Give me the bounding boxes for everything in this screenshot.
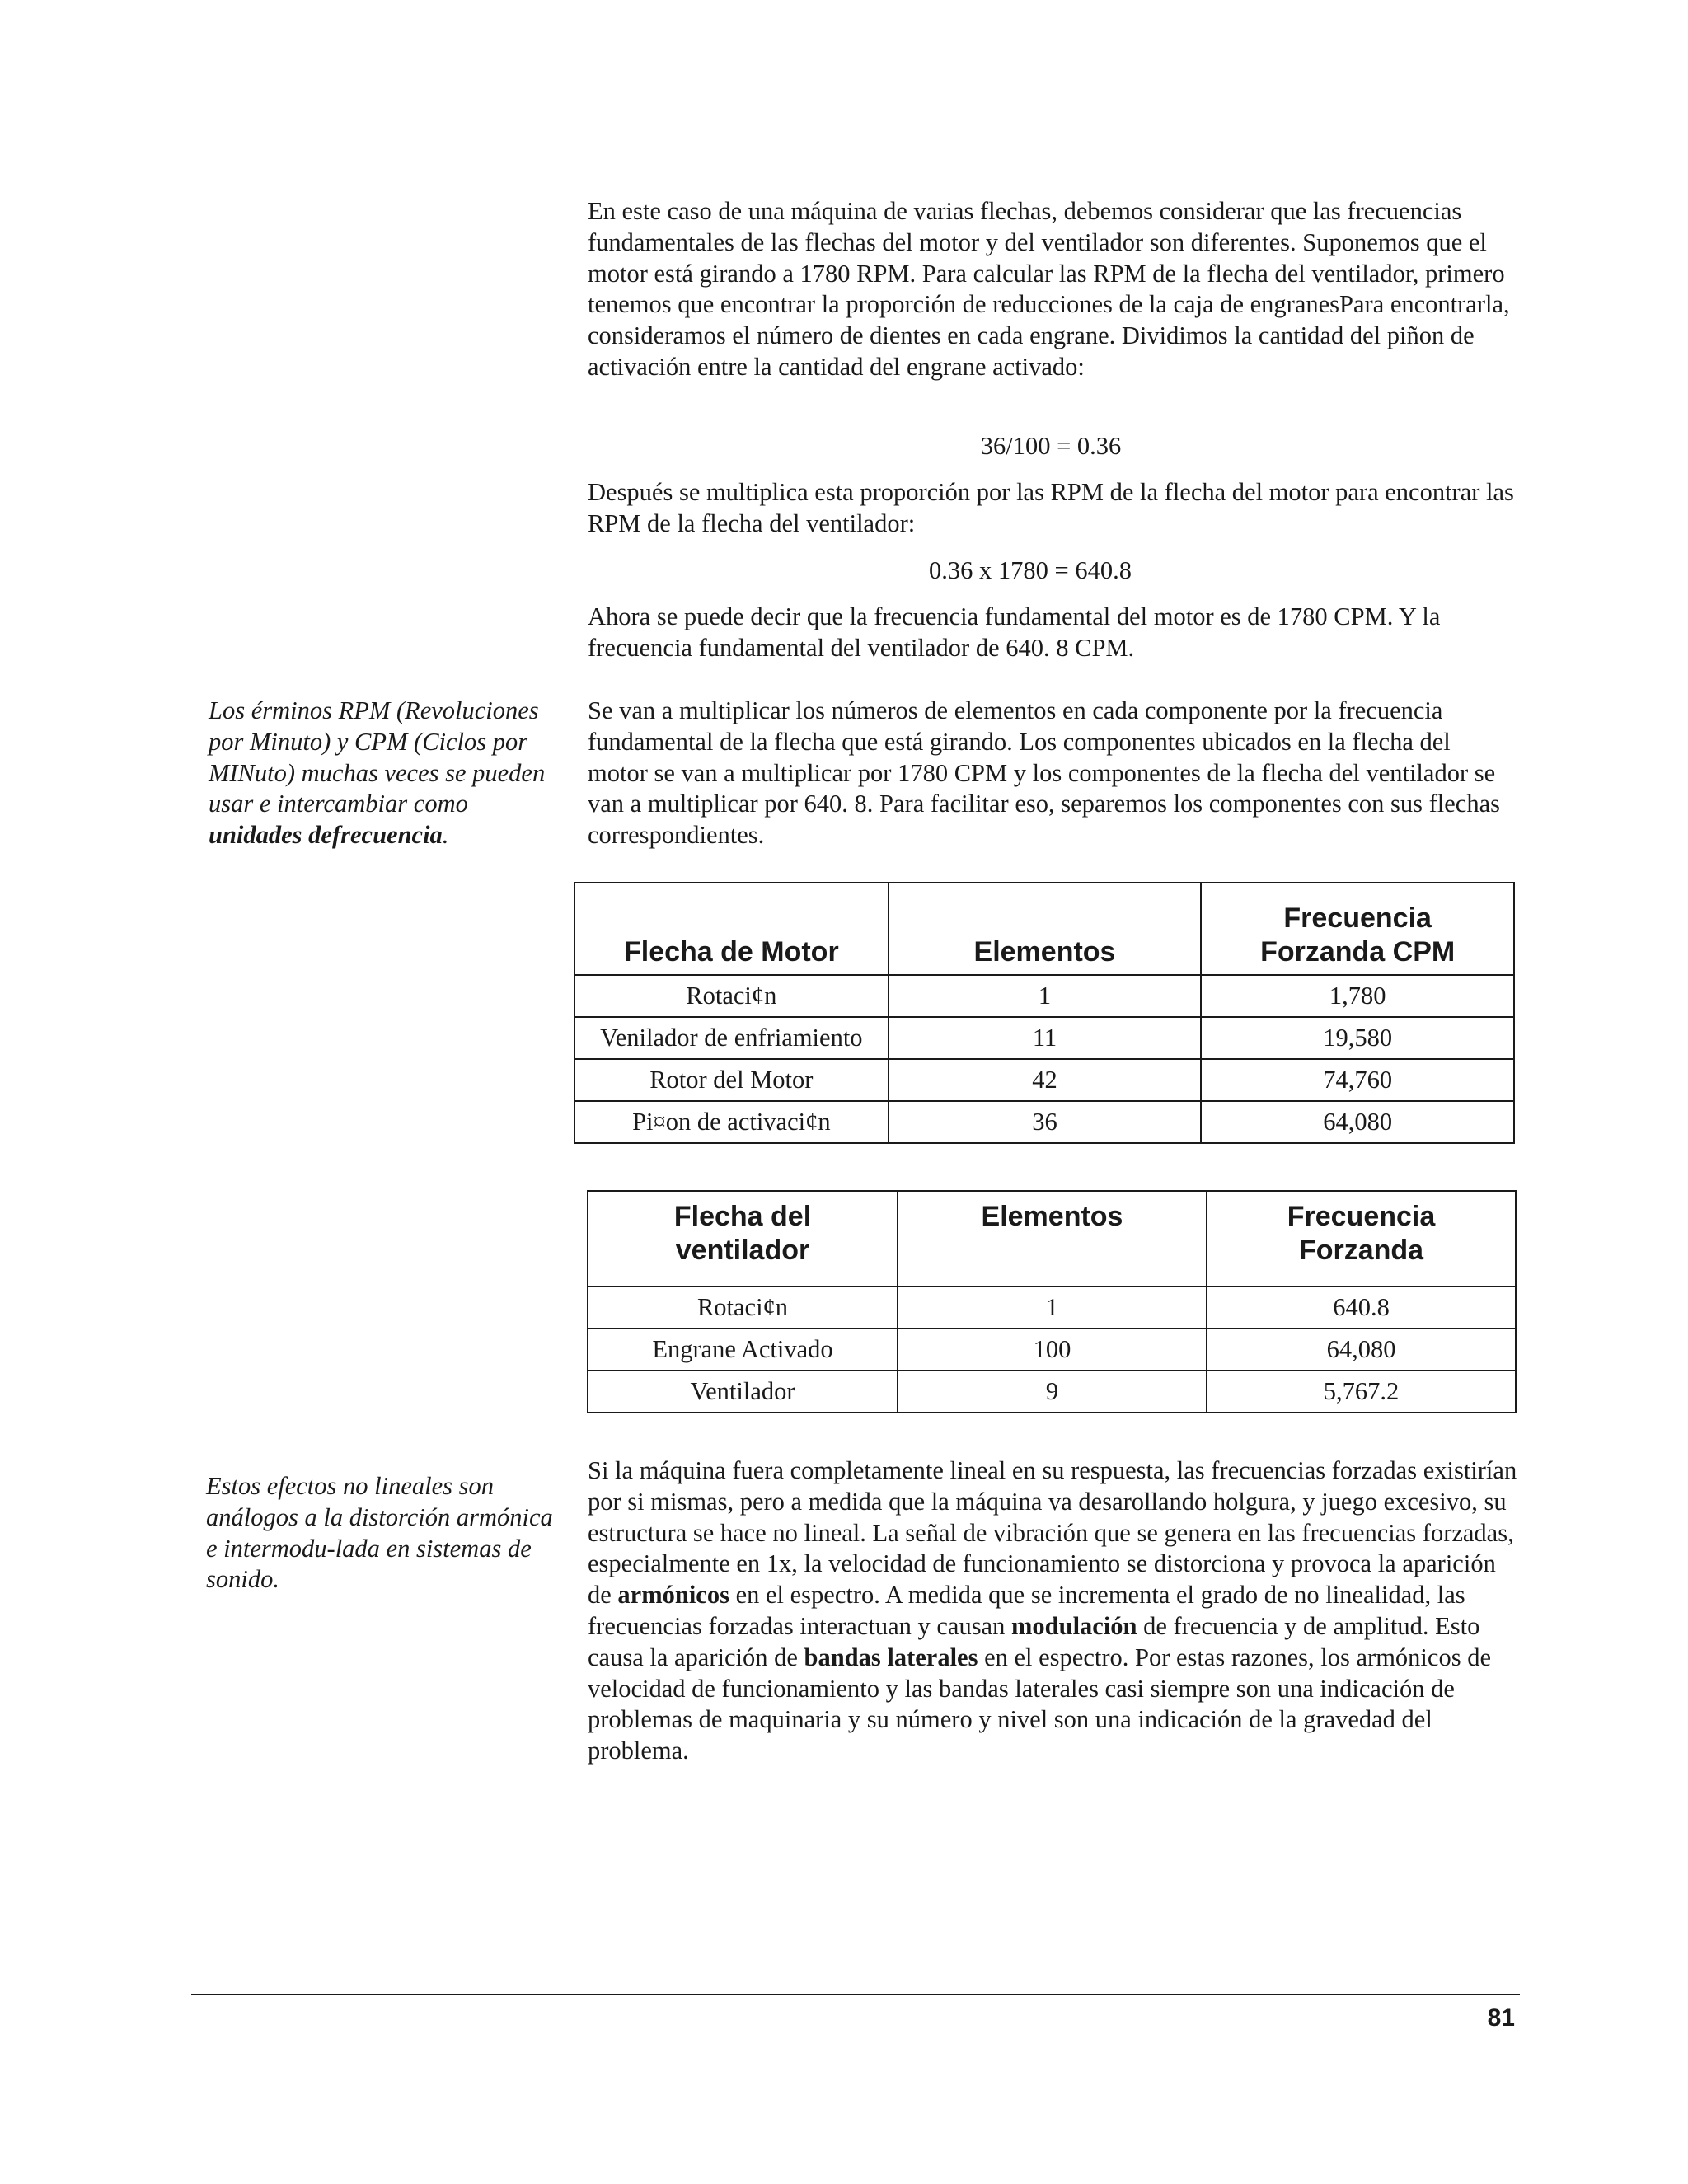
units-side-note (209, 696, 563, 851)
page-number: 81 (1487, 2004, 1515, 2032)
table-row (588, 1286, 1516, 1329)
table-header-row (574, 883, 1514, 975)
intro-paragraph: En este caso de una máquina de varias flechas, debemos considerar que las frecuencias fundamentales de las flechas del motor y del ventilador son diferentes. Suponemos que el motor está girando a 1780 RPM. Para calcular las RPM de la flecha del ventilador, primero tenemos que encontrar la proporción de reducciones de la caja de engranesPara encontrarla, consideramos el número de dientes en cada engrane. Dividimos la cantidad del piñon de activación entre la cantidad del engrane activado: (588, 197, 1510, 381)
table-cell: Venilador de enfriamiento (574, 1017, 889, 1059)
table-cell: Pi¤on de activaci¢n (574, 1101, 889, 1143)
table-cell: Engrane Activado (588, 1329, 898, 1371)
fundamentals-paragraph: Ahora se puede decir que la frecuencia fundamental del motor es de 1780 CPM. Y la frecuencia fundamental del ventilador de 640. 8 CPM. (588, 602, 1441, 662)
table-cell: Rotaci¢n (574, 975, 889, 1017)
table-cell: Rotor del Motor (574, 1059, 889, 1101)
table-header-row (588, 1191, 1516, 1286)
nonlinear-paragraph (588, 1455, 1519, 1767)
table-cell: 1,780 (1201, 975, 1514, 1017)
term-modulation: modulación (1010, 1611, 1137, 1640)
multiply-elements-paragraph: Se van a multiplicar los números de elementos en cada componente por la frecuencia fundamental de la flecha que está girando. Los componentes ubicados en la flecha del motor se van a multiplicar por 1780 CPM y los componentes de la flecha del ventilador se van a multiplicar por 640. 8. Para facilitar eso, separemos los componentes con sus flechas correspondientes. (588, 696, 1500, 850)
nonlinear-text-3: de frecuencia y de amplitud. Esto causa la aparición de (588, 1611, 1480, 1671)
nonlinear-text-1: Si la máquina fuera completamente lineal en su respuesta, las frecuencias forzadas existirían por si mismas, pero a medida que la máquina va desarollando holgura, y juego excesivo, su estructura se hace no lineal. La señal de vibración que se genera en las frecuencias forzadas, especialmente en 1x, la velocidad de funcionamiento se distorciona y provoca la aparición de (588, 1456, 1517, 1610)
table-cell: 64,080 (1201, 1101, 1514, 1143)
fan-rpm-formula: 0.36 x 1780 = 640.8 (929, 556, 1132, 584)
units-note-end: . (442, 821, 449, 850)
fan-shaft-table (587, 1190, 1517, 1413)
column-header: Elementos (889, 883, 1202, 975)
term-harmonics: armónicos (617, 1581, 729, 1610)
units-note-bold: unidades defrecuencia (209, 821, 443, 850)
table-cell: 1 (898, 1286, 1207, 1329)
table-cell: Ventilador (588, 1371, 898, 1413)
ratio-formula: 36/100 = 0.36 (980, 432, 1122, 460)
column-header: Flecha del ventilador (588, 1191, 898, 1286)
table-cell: 64,080 (1207, 1329, 1516, 1371)
nonlinear-text-2: en el espectro. A medida que se incrementa el grado de no linealidad, las frecuencias forzadas interactuan y causan (588, 1581, 1465, 1640)
table-cell: 11 (889, 1017, 1202, 1059)
table-cell: Rotaci¢n (588, 1286, 898, 1329)
nonlinear-text-4: en el espectro. Por estas razones, los armónicos de velocidad de funcionamiento y las bandas laterales casi siempre son una indicación de problemas de maquinaria y su número y nivel son una indicación de la gravedad del problema. (588, 1643, 1491, 1765)
table-cell: 9 (898, 1371, 1207, 1413)
column-header: Flecha de Motor (574, 883, 889, 975)
table-cell: 42 (889, 1059, 1202, 1101)
table-row (574, 975, 1514, 1017)
table-cell: 19,580 (1201, 1017, 1514, 1059)
multiply-ratio-paragraph: Después se multiplica esta proporción por las RPM de la flecha del motor para encontrar las RPM de la flecha del ventilador: (588, 478, 1514, 537)
column-header: Frecuencia Forzanda (1207, 1191, 1516, 1286)
nonlinear-side-note: Estos efectos no lineales son análogos a la distorción armónica e intermodu-lada en sistemas de sonido. (206, 1472, 553, 1594)
table-cell: 1 (889, 975, 1202, 1017)
table-row (574, 1017, 1514, 1059)
column-header: Elementos (898, 1191, 1207, 1286)
table-row (574, 1101, 1514, 1143)
units-note-text: Los érminos RPM (Revoluciones por Minuto) y CPM (Ciclos por MINuto) muchas veces se pueden usar e intercambiar como (209, 696, 546, 818)
table-row (588, 1371, 1516, 1413)
term-sidebands: bandas laterales (804, 1643, 978, 1671)
table-cell: 5,767.2 (1207, 1371, 1516, 1413)
table-row (574, 1059, 1514, 1101)
table-cell: 74,760 (1201, 1059, 1514, 1101)
table-cell: 100 (898, 1329, 1207, 1371)
column-header: Frecuencia Forzanda CPM (1201, 883, 1514, 975)
motor-shaft-table (574, 882, 1515, 1144)
table-row (588, 1329, 1516, 1371)
table-cell: 640.8 (1207, 1286, 1516, 1329)
footer-rule (191, 1994, 1520, 1995)
table-cell: 36 (889, 1101, 1202, 1143)
